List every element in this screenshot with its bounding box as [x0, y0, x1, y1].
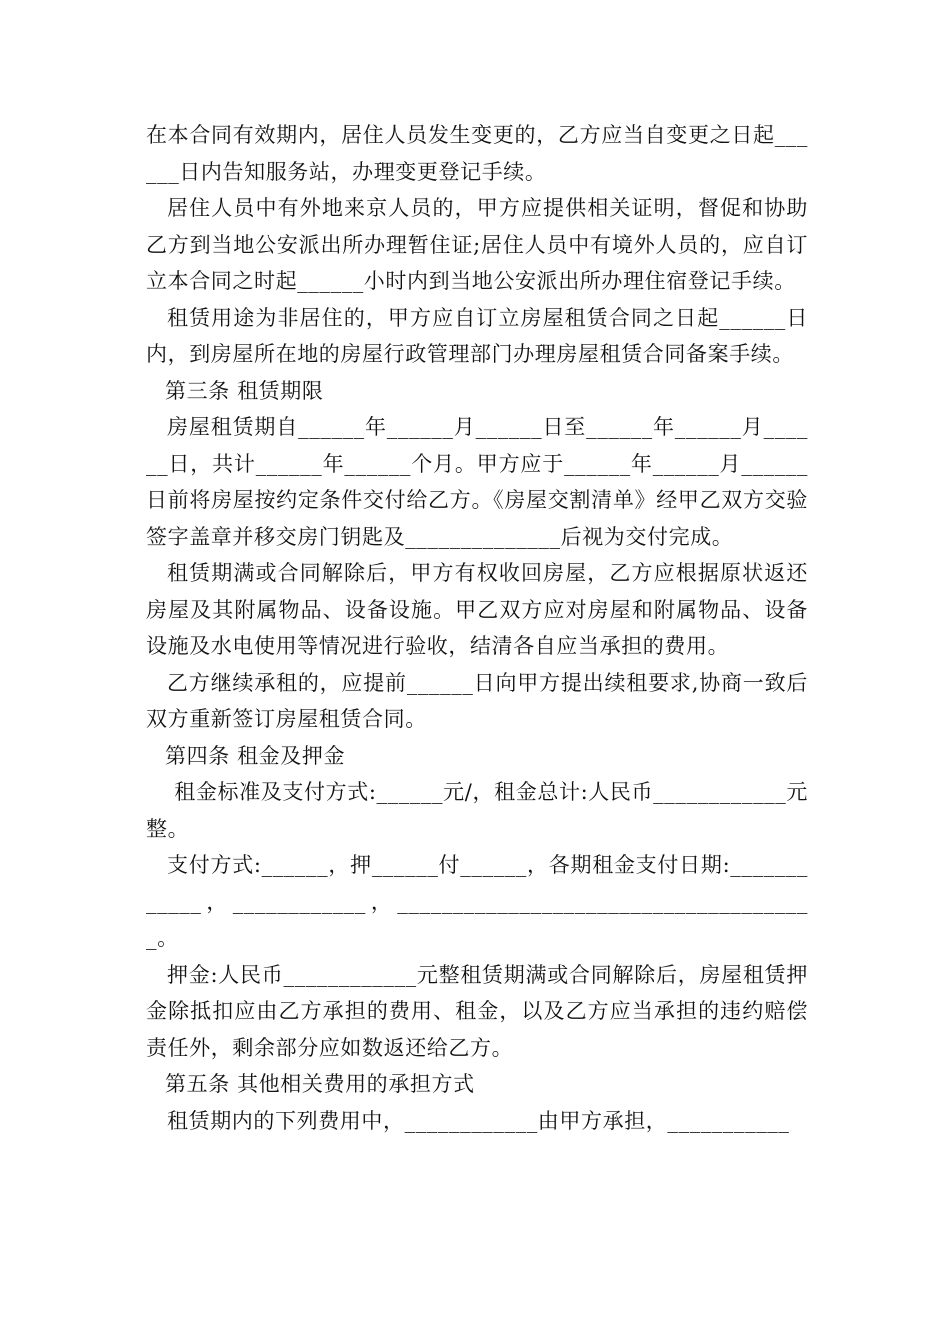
paragraph-rent-standard: 租金标准及支付方式:______元/，租金总计:人民币____________元整。: [146, 780, 808, 841]
paragraph-lease-period: 房屋租赁期自______年______月______日至______年______月______日，共计______年______个月。甲方应于______年______月______日前将房屋按约定条件交付给乙方。《房屋交割清单》经甲乙双方交验签字盖章并移交房门钥匙及______________后视为交付完成。: [146, 415, 808, 549]
section-heading-other-fees: 第五条 其他相关费用的承担方式: [165, 1072, 475, 1096]
paragraph-nonlocal-residents: 居住人员中有外地来京人员的，甲方应提供相关证明，督促和协助乙方到当地公安派出所办理暂住证;居住人员中有境外人员的，应自订立本合同之时起______小时内到当地公安派出所办理住宿登记手续。: [146, 196, 808, 293]
paragraph-payment-method: 支付方式:______，押______付______，各期租金支付日期:____________，____________，______________________________________。: [146, 853, 808, 950]
section-heading-lease-term: 第三条 租赁期限: [165, 378, 324, 403]
paragraph-fee-allocation: 租赁期内的下列费用中，____________由甲方承担，___________: [167, 1108, 790, 1133]
paragraph-lease-renewal: 乙方继续承租的，应提前______日向甲方提出续租要求,协商一致后双方重新签订房屋租赁合同。: [146, 670, 808, 731]
section-heading-rent-deposit: 第四条 租金及押金: [165, 743, 346, 768]
paragraph-deposit: 押金:人民币____________元整租赁期满或合同解除后，房屋租赁押金除抵扣应由乙方承担的费用、租金，以及乙方应当承担的违约赔偿责任外，剩余部分应如数返还给乙方。: [146, 962, 808, 1060]
paragraph-non-residential-use: 租赁用途为非居住的，甲方应自订立房屋租赁合同之日起______日内，到房屋所在地的房屋行政管理部门办理房屋租赁合同备案手续。: [146, 305, 808, 366]
paragraph-lease-end: 租赁期满或合同解除后，甲方有权收回房屋，乙方应根据原状返还房屋及其附属物品、设备设施。甲乙双方应对房屋和附属物品、设备设施及水电使用等情况进行验收，结清各自应当承担的费用。: [146, 561, 808, 658]
paragraph-resident-change: 在本合同有效期内，居住人员发生变更的，乙方应当自变更之日起______日内告知服务站，办理变更登记手续。: [146, 123, 808, 184]
document-body: [146, 117, 808, 1139]
